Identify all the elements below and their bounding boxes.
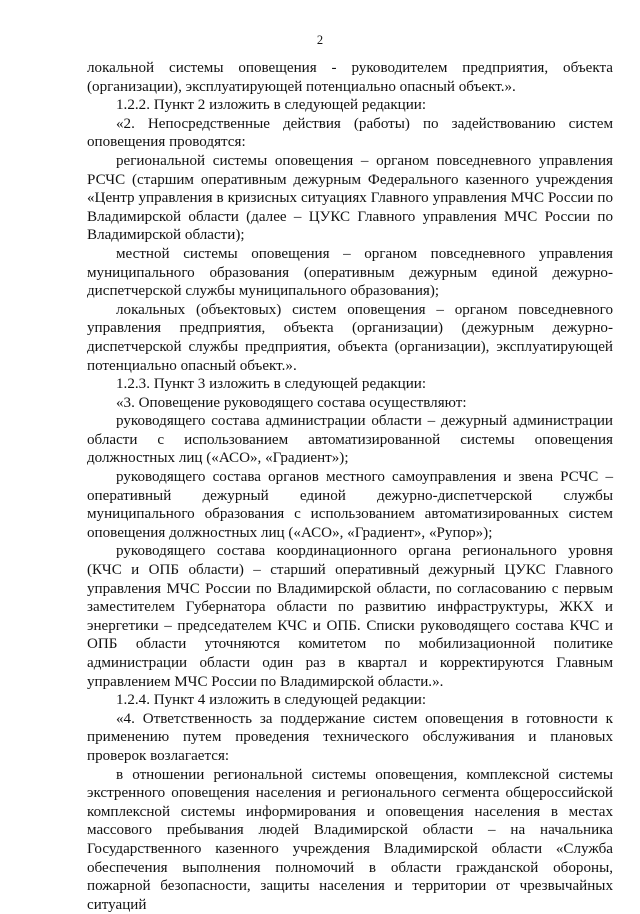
paragraph: местной системы оповещения – органом повседневного управления муниципального образования (оперативным дежурным единой дежурно-диспетчерской службы муниципального образования);: [87, 245, 613, 300]
paragraph: локальной системы оповещения - руководителем предприятия, объекта (организации), эксплуатирующей потенциально опасный объект.».: [87, 60, 613, 95]
paragraph: руководящего состава органов местного самоуправления и звена РСЧС – оперативный дежурный единой дежурно-диспетчерской службы муниципального образования с использованием автоматизированных систем оповещения должностных лиц («АСО», «Градиент», «Рупор»);: [87, 469, 613, 541]
document-body: [87, 59, 613, 914]
paragraph: «4. Ответственность за поддержание систем оповещения в готовности к применению путем проведения технического обслуживания и плановых проверок возлагается:: [87, 710, 613, 764]
page-number: 2: [316, 33, 324, 47]
paragraph: «3. Оповещение руководящего состава осуществляют:: [116, 394, 467, 411]
paragraph: в отношении региональной системы оповещения, комплексной системы экстренного оповещения населения и регионального сегмента общероссийской комплексной системы информирования и оповещения населения в местах массового пребывания людей Владимирской области – на начальника Государственного казенного учреждения Владимирской области «Служба обеспечения выполнения полномочий в области гражданской обороны, пожарной безопасности, защиты населения и территории от чрезвычайных ситуаций: [87, 766, 613, 913]
paragraph: руководящего состава администрации области – дежурный администрации области с использованием автоматизированной системы оповещения должностных лиц («АСО», «Градиент»);: [87, 413, 613, 467]
paragraph: 1.2.3. Пункт 3 изложить в следующей редакции:: [116, 376, 427, 393]
paragraph: «2. Непосредственные действия (работы) по задействованию систем оповещения проводятся:: [87, 115, 613, 151]
paragraph: 1.2.2. Пункт 2 изложить в следующей редакции:: [116, 97, 427, 114]
paragraph: руководящего состава координационного органа регионального уровня (КЧС и ОПБ области) – старший оперативный дежурный ЦУКС Главного управления МЧС России по Владимирской области, по согласованию с первым заместителем Губернатора области по развитию инфраструктуры, ЖКХ и энергетики – председателем КЧС и ОПБ. Списки руководящего состава КЧС и ОПБ области уточняются комитетом по мобилизационной политике администрации области один раз в квартал и корректируются Главным управлением МЧС России по Владимирской области.».: [87, 543, 613, 690]
paragraph: 1.2.4. Пункт 4 изложить в следующей редакции:: [116, 692, 427, 709]
paragraph: региональной системы оповещения – органом повседневного управления РСЧС (старшим оперативным дежурным Федерального казенного учреждения «Центр управления в кризисных ситуациях Главного управления МЧС России по Владимирской области (далее – ЦУКС Главного управления МЧС России по Владимирской области);: [87, 152, 613, 244]
paragraph: локальных (объектовых) систем оповещения – органом повседневного управления предприятия, объекта (организации) (дежурным дежурно-диспетчерской службы предприятия, объекта (организации), эксплуатирующей потенциально опасный объект.».: [87, 301, 613, 374]
